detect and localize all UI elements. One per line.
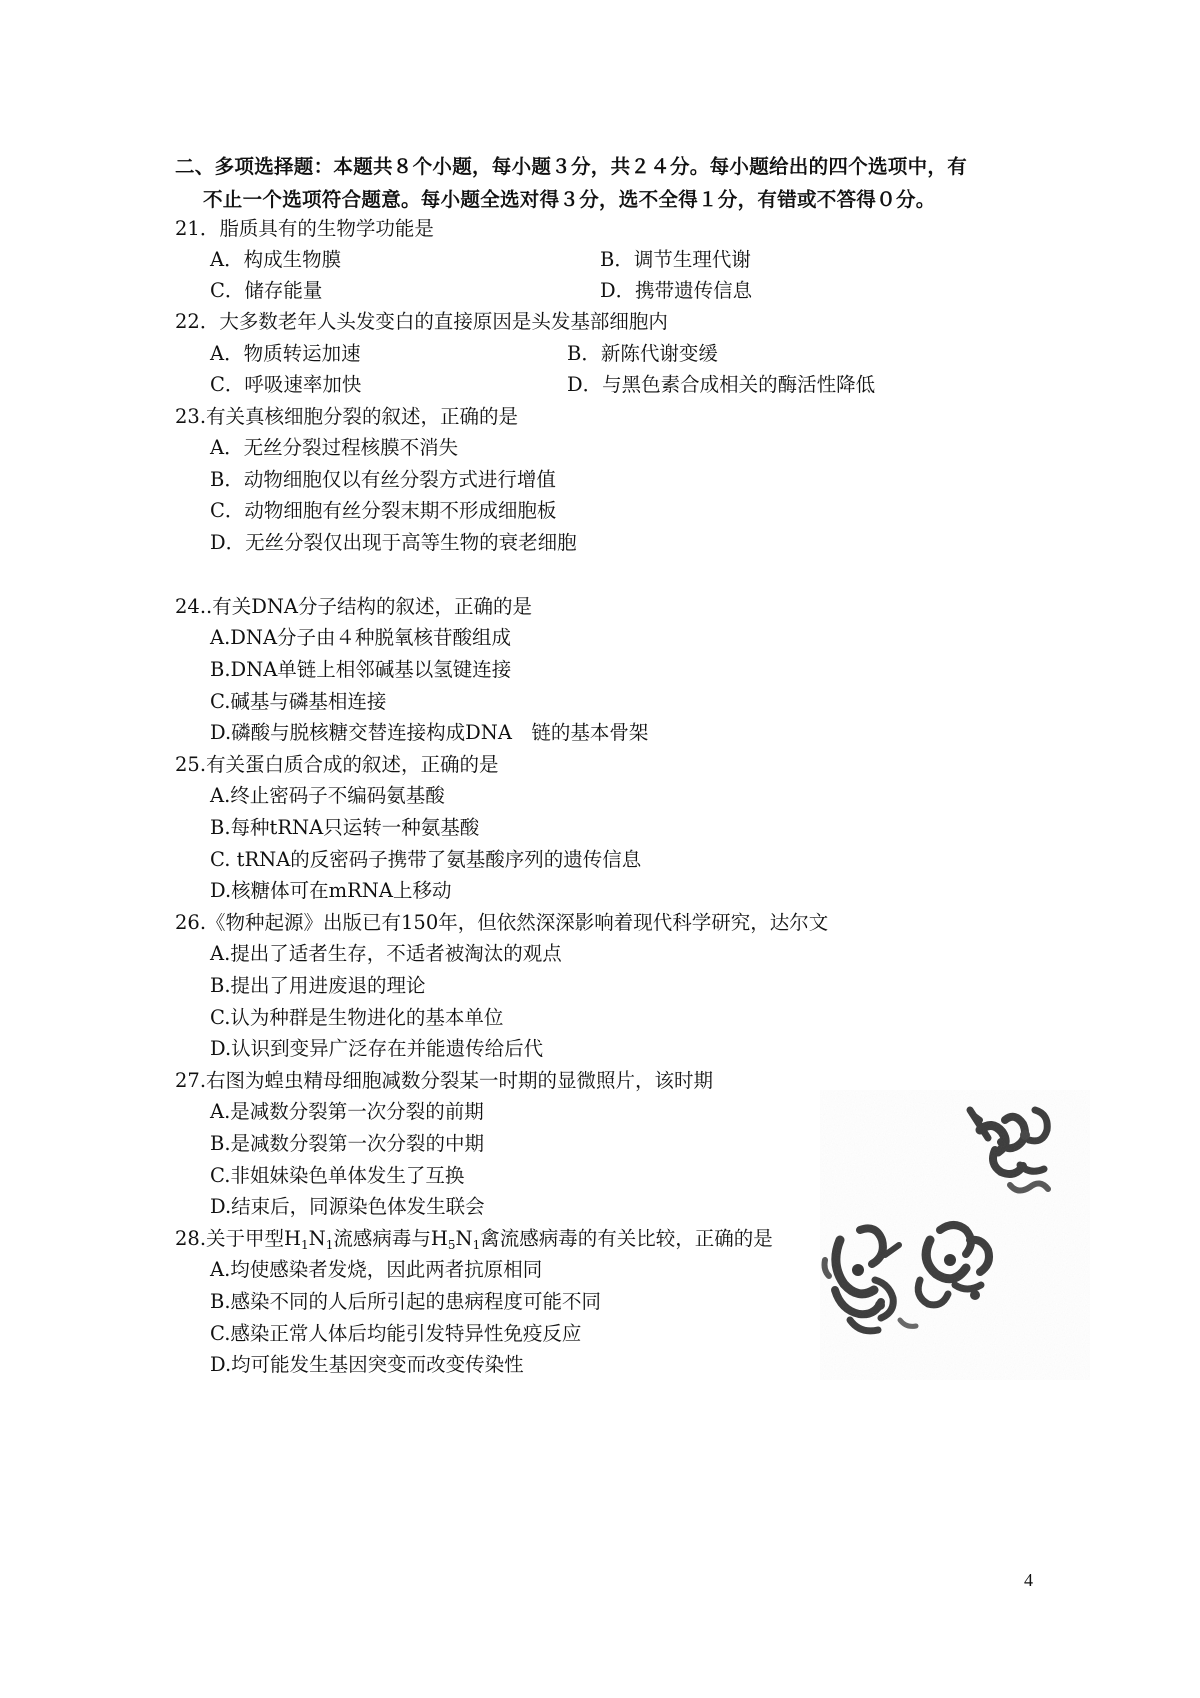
question-21-option-c: C．储存能量 <box>210 279 323 302</box>
question-28-option-d: D.均可能发生基因突变而改变传染性 <box>210 1353 524 1376</box>
question-25-option-d: D.核糖体可在mRNA上移动 <box>210 879 452 902</box>
question-28-option-a: A.均使感染者发烧，因此两者抗原相同 <box>210 1258 543 1281</box>
question-25-option-a: A.终止密码子不编码氨基酸 <box>210 784 445 807</box>
question-28-option-b: B.感染不同的人后所引起的患病程度可能不同 <box>210 1290 602 1313</box>
question-25-option-c: C. tRNA的反密码子携带了氨基酸序列的遗传信息 <box>210 848 642 871</box>
question-26-option-c: C.认为种群是生物进化的基本单位 <box>210 1006 504 1029</box>
question-27-option-b: B.是减数分裂第一次分裂的中期 <box>210 1132 485 1155</box>
question-26-stem: 26.《物种起源》出版已有150年，但依然深深影响着现代科学研究，达尔文 <box>175 911 829 934</box>
question-24-option-c: C.碱基与磷基相连接 <box>210 690 387 713</box>
question-22-option-a: A．物质转运加速 <box>210 342 361 365</box>
question-26-option-a: A.提出了适者生存，不适者被淘汰的观点 <box>210 942 562 965</box>
question-27-option-c: C.非姐妹染色单体发生了互换 <box>210 1164 465 1187</box>
page-number: 4 <box>1024 1570 1033 1590</box>
question-22-stem: 22．大多数老年人头发变白的直接原因是头发基部细胞内 <box>175 310 668 333</box>
section-header <box>175 150 1045 216</box>
question-26-option-b: B.提出了用进废退的理论 <box>210 974 426 997</box>
question-22-option-d: D．与黑色素合成相关的酶活性降低 <box>567 373 876 396</box>
question-24-stem: 24..有关DNA分子结构的叙述，正确的是 <box>175 595 532 618</box>
question-25-option-b: B.每种tRNA只运转一种氨基酸 <box>210 816 480 839</box>
question-27-stem: 27.右图为蝗虫精母细胞减数分裂某一时期的显微照片，该时期 <box>175 1069 714 1092</box>
section-header-line1: 二、多项选择题：本题共８个小题，每小题３分，共２４分。每小题给出的四个选项中，有 <box>175 155 968 178</box>
question-23-option-d: D．无丝分裂仅出现于高等生物的衰老细胞 <box>210 531 577 554</box>
question-23-option-b: B．动物细胞仅以有丝分裂方式进行增值 <box>210 468 556 491</box>
question-24-option-a: A.DNA分子由４种脱氧核苷酸组成 <box>210 626 512 649</box>
question-24-option-d: D.磷酸与脱核糖交替连接构成DNA 链的基本骨架 <box>210 721 649 744</box>
question-22-option-c: C．呼吸速率加快 <box>210 373 362 396</box>
question-25-stem: 25.有关蛋白质合成的叙述，正确的是 <box>175 753 499 776</box>
question-21-stem: 21．脂质具有的生物学功能是 <box>175 217 434 240</box>
question-21-option-d: D．携带遗传信息 <box>600 279 753 302</box>
question-28-option-c: C.感染正常人体后均能引发特异性免疫反应 <box>210 1322 582 1345</box>
section-header-line2: 不止一个选项符合题意。每小题全选对得３分，选不全得１分，有错或不答得０分。 <box>203 188 936 211</box>
question-28-stem: 28.关于甲型$H_1N_1$流感病毒与$H_5N_1$禽流感病毒的有关比较，正确的是 <box>175 1227 773 1252</box>
question-27-option-a: A.是减数分裂第一次分裂的前期 <box>210 1100 484 1123</box>
question-21-option-a: A．构成生物膜 <box>210 248 342 271</box>
question-23-option-a: A．无丝分裂过程核膜不消失 <box>210 436 459 459</box>
question-21-option-b: B．调节生理代谢 <box>600 248 751 271</box>
question-26-option-d: D.认识到变异广泛存在并能遗传给后代 <box>210 1037 544 1060</box>
question-23-option-c: C．动物细胞有丝分裂末期不形成细胞板 <box>210 499 557 522</box>
chromosome-micrograph <box>820 1090 1090 1380</box>
question-24-option-b: B.DNA单链上相邻碱基以氢键连接 <box>210 658 512 681</box>
question-22-option-b: B．新陈代谢变缓 <box>567 342 718 365</box>
question-27-option-d: D.结束后，同源染色体发生联会 <box>210 1195 485 1218</box>
question-23-stem: 23.有关真核细胞分裂的叙述，正确的是 <box>175 405 519 428</box>
